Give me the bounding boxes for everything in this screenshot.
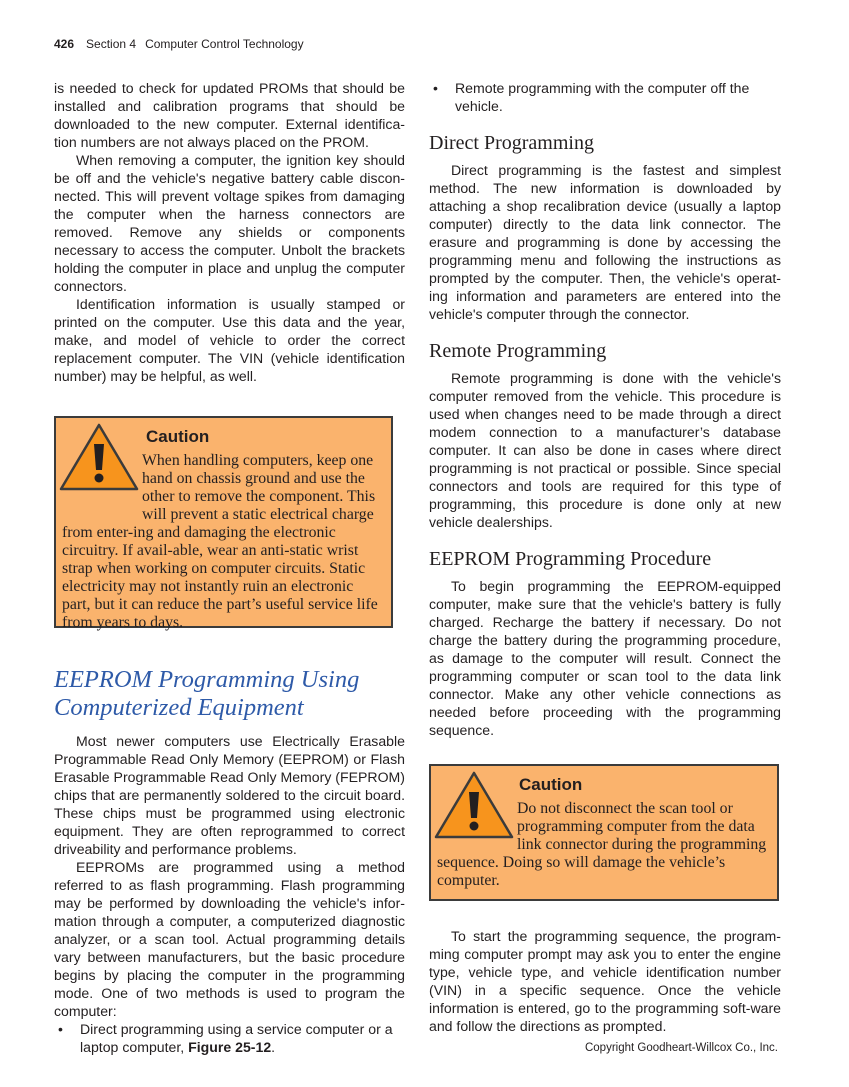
subheading-eeprom: EEPROM Programming Procedure	[429, 548, 712, 570]
running-head	[54, 37, 304, 51]
list-item-text: Remote programming with the computer off the vehicle.	[455, 80, 750, 114]
method-list-continued	[429, 79, 781, 115]
paragraph: Identification information is usually stamped or printed on the computer. Use this data and the year, make, and model of vehicle to order the correct replacement computer. The VIN (vehicle identification number) may be helpful, as well.	[54, 296, 405, 384]
paragraph: Direct programming is the fastest and simplest method. The new information is downloaded by attaching a shop recalibration device (usually a laptop computer) directly to the data link connector. The erasure and programming is done by accessing the programming menu and following the instructions as prompted by the computer. Then, the vehicle's operat-ing information and parameters are entered into the vehicle's computer through the connector.	[429, 162, 781, 322]
left-column	[54, 79, 405, 1056]
paragraph: To begin programming the EEPROM-equipped computer, make sure that the vehicle's battery is fully charged. Recharge the battery if necessary. Do not charge the battery during the programming procedure, as damage to the computer will result. Connect the programming computer or scan tool to the data link connector. Make any other vehicle connections as needed before proceeding with the programming sequence.	[429, 578, 781, 738]
caution-box	[54, 416, 393, 631]
caution-title: Caution	[519, 775, 583, 794]
list-item-punct: .	[271, 1039, 276, 1055]
figure-reference: Figure 25-12	[188, 1039, 272, 1055]
caution-box	[429, 764, 779, 901]
caution-text: When handling computers, keep one hand on chassis ground and use the other to remove the component. This will prevent a static electrical charge from enter-ing and damaging the electronic circuitry. If avail-able, wear an anti-static wrist strap when working on computer circuits. Static electricity may not instantly ruin an electronic part, but it can reduce the part’s useful service life from years to days.	[62, 452, 378, 631]
caution-text-wrap	[437, 800, 771, 890]
list-item-text: Direct programming using a service computer or a laptop computer,	[80, 1021, 393, 1055]
subheading-remote: Remote Programming	[429, 340, 607, 362]
paragraph: Most newer computers use Electrically Erasable Programmable Read Only Memory (EEPROM) or Flash Erasable Programmable Read Only Memory (FEPROM) chips that are permanently soldered to the circuit board. These chips must be programmed using electronic equipment. They are often reprogrammed to correct driveability and performance problems.	[54, 733, 405, 857]
right-column	[429, 79, 781, 1035]
chapter-title: Computer Control Technology	[145, 37, 304, 51]
method-list	[54, 1020, 405, 1056]
list-item: • Direct programming using a service computer or a laptop computer, Figure 25-12.	[58, 1021, 393, 1055]
section-heading: EEPROM Programming Using Computerized Equipment	[54, 666, 360, 721]
paragraph: is needed to check for updated PROMs that should be installed and calibration programs that should be downloaded to the new computer. External identifica-tion numbers are not always placed on the PROM.	[54, 80, 405, 150]
copyright-footer: Copyright Goodheart-Willcox Co., Inc.	[584, 1042, 778, 1054]
list-item: • Remote programming with the computer off the vehicle.	[433, 80, 750, 114]
caution-title: Caution	[146, 427, 210, 446]
caution-text: Do not disconnect the scan tool or programming computer from the data link connector during the programming sequence. Doing so will damage the vehicle’s computer.	[437, 800, 767, 889]
caution-text-wrap	[62, 452, 385, 632]
section-label: Section 4	[86, 37, 137, 51]
subheading-direct: Direct Programming	[429, 132, 594, 154]
paragraph: Remote programming is done with the vehicle's computer removed from the vehicle. This procedure is used when changes need to be made through a direct modem connection to a manufacturer’s database computer. It can also be done in cases where direct programming is not practical or possible. Since special connectors and tools are required for this type of programming, this procedure is done only at new vehicle dealerships.	[429, 370, 781, 530]
paragraph: When removing a computer, the ignition key should be off and the vehicle's negative battery cable discon-nected. This will prevent voltage spikes from damaging the computer when the harness connectors are removed. Remove any shields or components necessary to access the computer. Unbolt the brackets holding the computer in place and unplug the computer connectors.	[54, 152, 405, 294]
paragraph: To start the programming sequence, the program-ming computer prompt may ask you to enter the engine type, vehicle type, and vehicle identification number (VIN) in a specific sequence. Once the vehicle information is entered, go to the programming soft-ware and follow the directions as prompted.	[429, 928, 781, 1034]
page-number: 426	[54, 37, 75, 51]
paragraph: EEPROMs are programmed using a method referred to as flash programming. Flash programming may be performed by downloading the vehicle's infor-mation through a computer, a computerized diagnostic analyzer, or a scan tool. Actual programming details vary between manufacturers, but the basic procedure begins by placing the computer in the programming mode. One of two methods is used to program the computer:	[54, 859, 405, 1019]
